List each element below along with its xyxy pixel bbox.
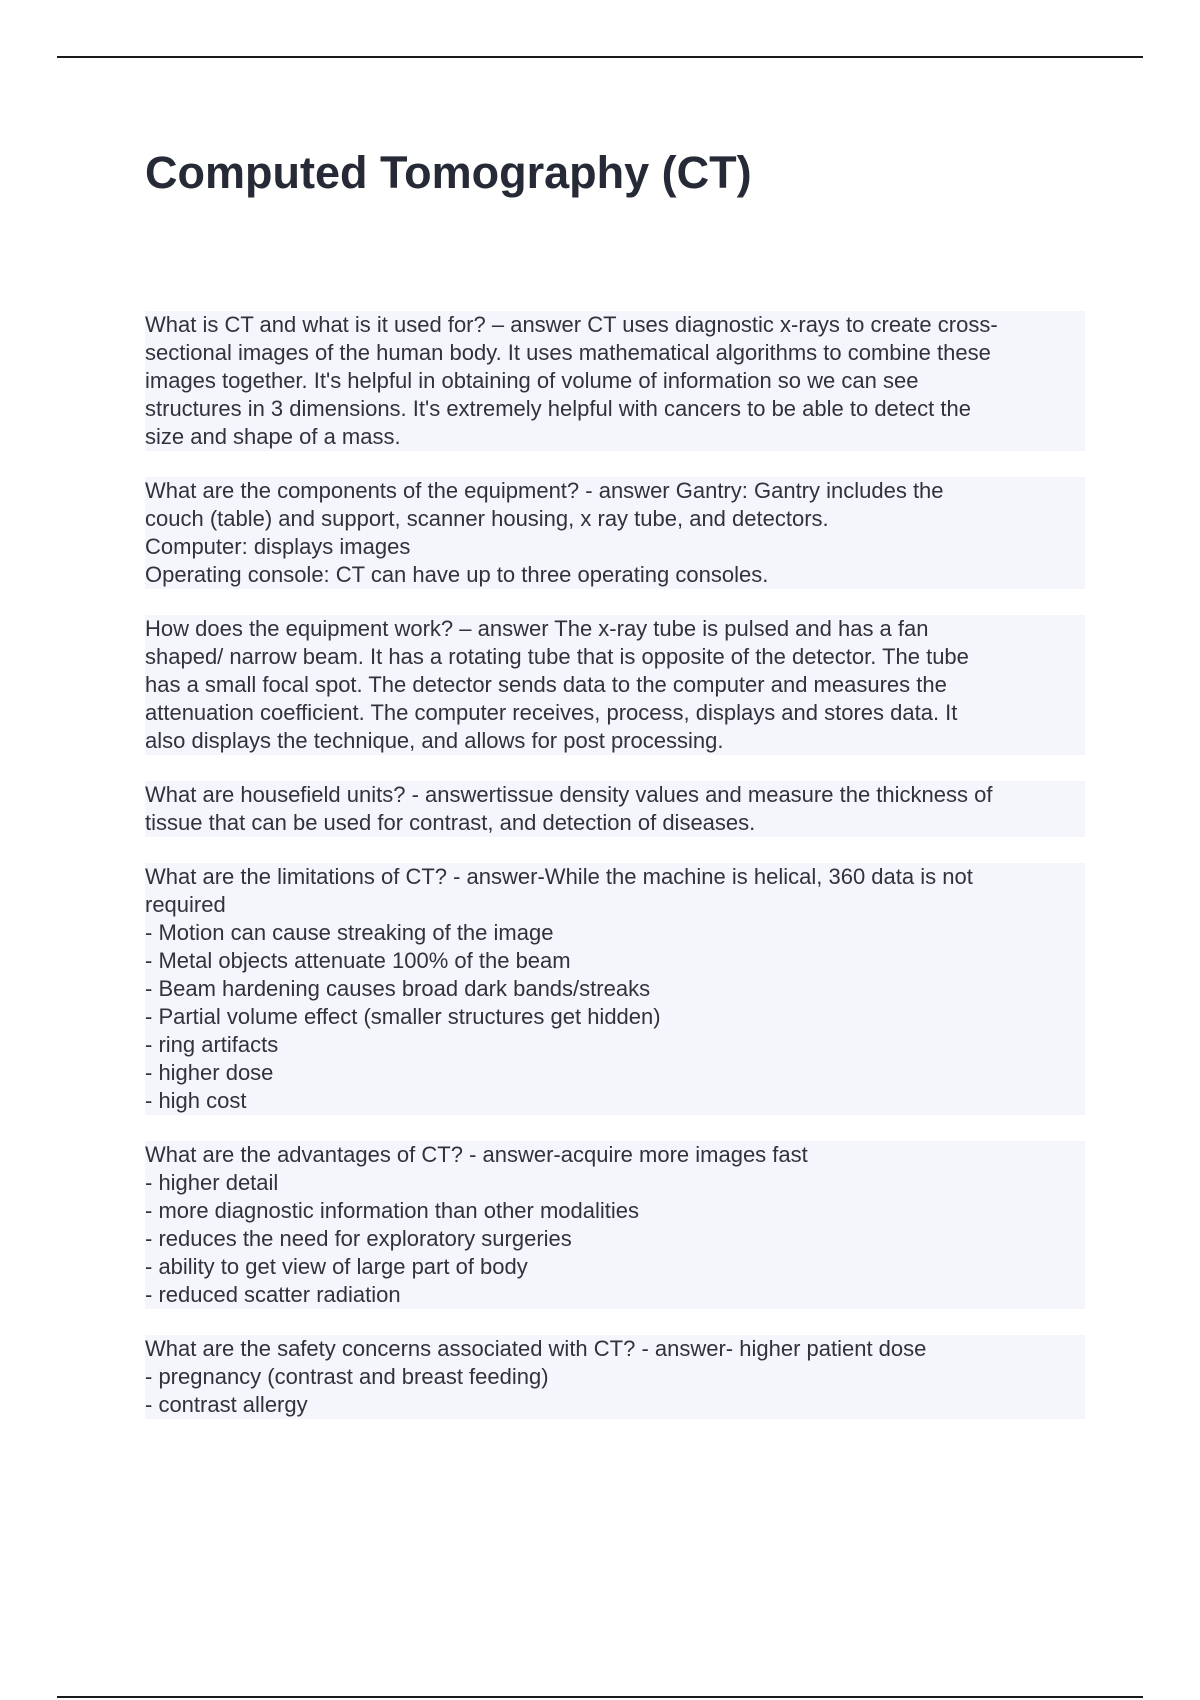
list-item: - ring artifacts	[145, 1031, 1085, 1059]
list-item: - pregnancy (contrast and breast feeding)	[145, 1363, 1085, 1391]
page-title: Computed Tomography (CT)	[145, 147, 752, 198]
text-line: images together. It's helpful in obtaining of volume of information so we can see	[145, 367, 1085, 395]
text-line: size and shape of a mass.	[145, 423, 1085, 451]
qa-section-advantages	[145, 1141, 1085, 1309]
qa-section-limitations	[145, 863, 1085, 1115]
text-line: required	[145, 891, 1085, 919]
text-line: What are the limitations of CT? - answer-While the machine is helical, 360 data is not	[145, 863, 1085, 891]
text-line: Computer: displays images	[145, 533, 1085, 561]
list-item: - Beam hardening causes broad dark bands/streaks	[145, 975, 1085, 1003]
text-line: has a small focal spot. The detector sends data to the computer and measures the	[145, 671, 1085, 699]
qa-section-how-equipment-works	[145, 615, 1085, 755]
list-item: - higher dose	[145, 1059, 1085, 1087]
document-body	[145, 311, 1085, 1445]
list-item: - reduced scatter radiation	[145, 1281, 1085, 1309]
qa-section-components	[145, 477, 1085, 589]
list-item: - higher detail	[145, 1169, 1085, 1197]
top-divider	[57, 56, 1143, 58]
list-item: - ability to get view of large part of body	[145, 1253, 1085, 1281]
text-line: couch (table) and support, scanner housing, x ray tube, and detectors.	[145, 505, 1085, 533]
text-line: sectional images of the human body. It uses mathematical algorithms to combine these	[145, 339, 1085, 367]
text-line: What are the components of the equipment? - answer Gantry: Gantry includes the	[145, 477, 1085, 505]
text-line: structures in 3 dimensions. It's extremely helpful with cancers to be able to detect the	[145, 395, 1085, 423]
qa-section-what-is-ct	[145, 311, 1085, 451]
text-line: also displays the technique, and allows for post processing.	[145, 727, 1085, 755]
list-item: - reduces the need for exploratory surgeries	[145, 1225, 1085, 1253]
list-item: - Partial volume effect (smaller structures get hidden)	[145, 1003, 1085, 1031]
text-line: Operating console: CT can have up to three operating consoles.	[145, 561, 1085, 589]
text-line: shaped/ narrow beam. It has a rotating tube that is opposite of the detector. The tube	[145, 643, 1085, 671]
list-item: - Metal objects attenuate 100% of the beam	[145, 947, 1085, 975]
text-line: How does the equipment work? – answer The x-ray tube is pulsed and has a fan	[145, 615, 1085, 643]
text-line: What is CT and what is it used for? – answer CT uses diagnostic x-rays to create cross-	[145, 311, 1085, 339]
text-line: tissue that can be used for contrast, and detection of diseases.	[145, 809, 1085, 837]
list-item: - more diagnostic information than other modalities	[145, 1197, 1085, 1225]
list-item: - contrast allergy	[145, 1391, 1085, 1419]
qa-section-safety-concerns	[145, 1335, 1085, 1419]
list-item: - Motion can cause streaking of the image	[145, 919, 1085, 947]
text-line: What are the safety concerns associated with CT? - answer- higher patient dose	[145, 1335, 1085, 1363]
list-item: - high cost	[145, 1087, 1085, 1115]
text-line: What are the advantages of CT? - answer-acquire more images fast	[145, 1141, 1085, 1169]
bottom-divider	[57, 1696, 1143, 1698]
text-line: attenuation coefficient. The computer receives, process, displays and stores data. It	[145, 699, 1085, 727]
qa-section-housefield-units	[145, 781, 1085, 837]
text-line: What are housefield units? - answertissue density values and measure the thickness of	[145, 781, 1085, 809]
